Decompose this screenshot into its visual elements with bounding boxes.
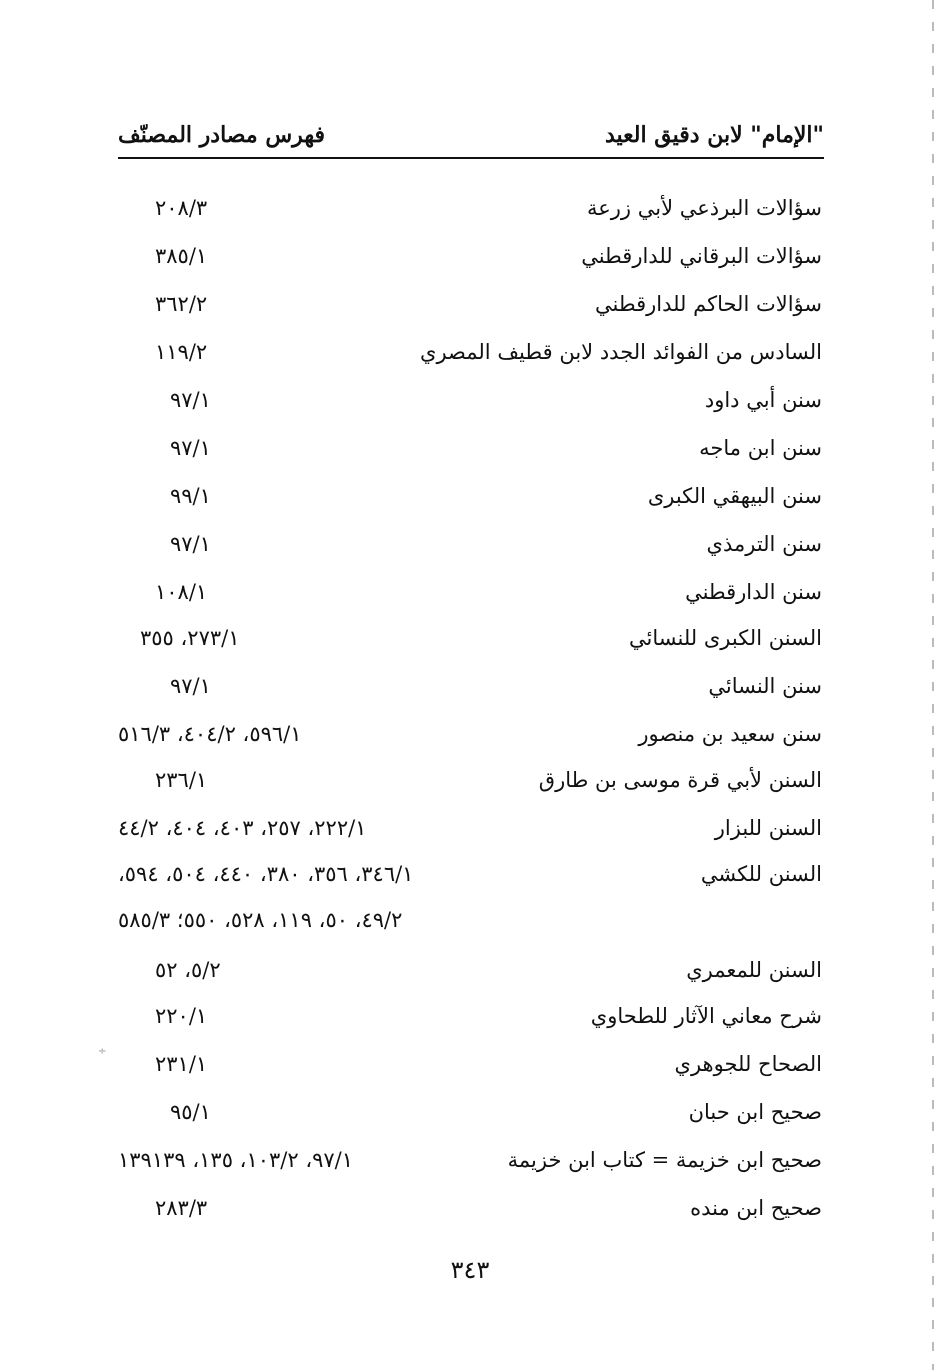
section-title: فهرس مصادر المصنّف xyxy=(118,122,325,148)
entry-refs: ٣٦٢/٢ xyxy=(155,292,208,316)
entry-refs: ٩٧/١ xyxy=(170,436,211,460)
index-entry xyxy=(0,580,940,628)
entry-source: شرح معاني الآثار للطحاوي xyxy=(590,1004,822,1028)
entry-refs: ٢٨٣/٣ xyxy=(155,1196,208,1220)
entry-refs: ٩٧/١ xyxy=(170,532,211,556)
index-entry xyxy=(0,196,940,244)
entry-refs: ١٠٨/١ xyxy=(155,580,208,604)
index-entry-continuation xyxy=(0,908,940,956)
entry-refs: ٩٧/١ xyxy=(170,674,211,698)
index-entry xyxy=(0,722,940,770)
index-entry xyxy=(0,958,940,1006)
index-entry xyxy=(0,1196,940,1244)
entry-refs: ٩٩/١ xyxy=(170,484,211,508)
entry-source: سنن البيهقي الكبرى xyxy=(647,484,822,508)
entry-source: السنن لأبي قرة موسى بن طارق xyxy=(538,768,822,792)
entry-source: سؤالات البرقاني للدارقطني xyxy=(581,244,822,268)
entry-refs: ٣٨٥/١ xyxy=(155,244,208,268)
entry-source: سنن الدارقطني xyxy=(685,580,822,604)
entry-source: سنن النسائي xyxy=(708,674,822,698)
entry-refs: ٢٢٢/١، ٢٥٧، ٤٠٣، ٤٠٤، ٤٤/٢ xyxy=(118,816,367,840)
index-entry xyxy=(0,768,940,816)
entry-source: سؤالات الحاكم للدارقطني xyxy=(595,292,822,316)
index-entry xyxy=(0,816,940,864)
entry-refs: ٥/٢، ٥٢ xyxy=(155,958,221,982)
entry-source: سنن سعيد بن منصور xyxy=(638,722,822,746)
entry-source: السادس من الفوائد الجدد لابن قطيف المصري xyxy=(420,340,822,364)
entry-source: السنن للكشي xyxy=(700,862,822,886)
entry-refs: ٢٣١/١ xyxy=(155,1052,208,1076)
page-number: ٣٤٣ xyxy=(450,1256,490,1284)
index-entry xyxy=(0,674,940,722)
stray-mark: ÷ xyxy=(98,1046,107,1057)
entry-refs: ٩٧/١ xyxy=(170,388,211,412)
entry-source: السنن الكبرى للنسائي xyxy=(629,626,822,650)
entry-source: صحيح ابن حبان xyxy=(688,1100,822,1124)
entry-source: سنن أبي داود xyxy=(704,388,822,412)
index-entry xyxy=(0,388,940,436)
index-entry xyxy=(0,862,940,910)
index-entry xyxy=(0,1100,940,1148)
entry-refs: ١١٩/٢ xyxy=(155,340,208,364)
entry-source: الصحاح للجوهري xyxy=(674,1052,822,1076)
entry-refs: ٥٩٦/١، ٤٠٤/٢، ٥١٦/٣ xyxy=(118,722,302,746)
index-entry xyxy=(0,436,940,484)
index-entry xyxy=(0,532,940,580)
index-entry xyxy=(0,1148,940,1196)
entry-refs: ٢٢٠/١ xyxy=(155,1004,208,1028)
entry-source: سنن الترمذي xyxy=(706,532,822,556)
index-entry xyxy=(0,340,940,388)
index-entry xyxy=(0,1004,940,1052)
index-entry xyxy=(0,1052,940,1100)
index-entry xyxy=(0,244,940,292)
index-entry xyxy=(0,484,940,532)
entry-refs: ٢٧٣/١، ٣٥٥ xyxy=(140,626,240,650)
entry-source: سؤالات البرذعي لأبي زرعة xyxy=(587,196,822,220)
entry-source: السنن للمعمري xyxy=(686,958,822,982)
entry-refs: ٣٤٦/١، ٣٥٦، ٣٨٠، ٤٤٠، ٥٠٤، ٥٩٤، xyxy=(118,862,414,886)
book-title: "الإمام" لابن دقيق العيد xyxy=(604,122,824,148)
entry-refs: ٢٠٨/٣ xyxy=(155,196,208,220)
index-entry xyxy=(0,626,940,674)
entry-source: صحيح ابن منده xyxy=(690,1196,822,1220)
entry-source: السنن للبزار xyxy=(714,816,822,840)
entry-refs: ٩٧/١، ١٠٣/٢، ١٣٥، ١٣٩١٣٩ xyxy=(118,1148,354,1172)
entry-refs: ٤٩/٢، ٥٠، ١١٩، ٥٢٨، ٥٥٠؛ ٥٨٥/٣ xyxy=(118,908,403,932)
entry-refs: ٢٣٦/١ xyxy=(155,768,208,792)
index-entry xyxy=(0,292,940,340)
entry-refs: ٩٥/١ xyxy=(170,1100,211,1124)
entry-source: صحيح ابن خزيمة = كتاب ابن خزيمة xyxy=(507,1148,822,1172)
entry-source: سنن ابن ماجه xyxy=(699,436,822,460)
